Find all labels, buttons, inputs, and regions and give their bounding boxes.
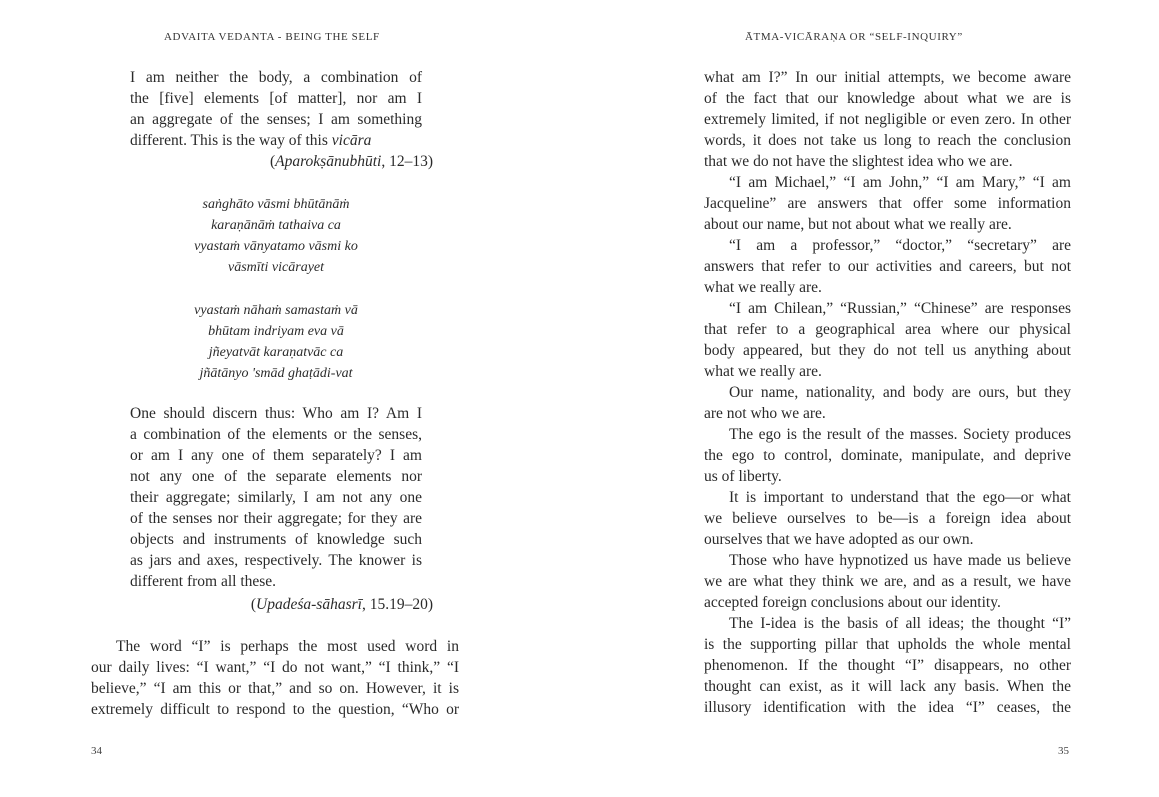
body-line: the ego to control, dominate, manipulate, and deprive — [704, 447, 1071, 464]
quote-line: their aggregate; similarly, I am not any one — [130, 489, 422, 506]
verse-line: vāsmīti vicārayet — [227, 260, 325, 275]
body-line: The I-idea is the basis of all ideas; the thought “I” — [729, 615, 1071, 632]
body-line: illusory identification with the idea “I” ceases, the — [704, 699, 1071, 716]
quote-line: the [five] elements [of matter], nor am I — [130, 90, 422, 107]
sanskrit-verse-1 — [130, 194, 422, 278]
right-body-text — [704, 67, 1071, 718]
body-line: us of liberty. — [704, 468, 782, 485]
body-line: that we do not have the slightest idea who we are. — [704, 153, 1013, 170]
verse-line: jñātānyo 'smād ghaṭādi-vat — [199, 366, 353, 381]
left-body-text — [91, 636, 459, 720]
body-line: of the fact that our knowledge about what we are is — [704, 90, 1071, 107]
verse-line: karaṇānāṁ tathaiva ca — [211, 218, 341, 233]
left-running-head: ADVAITA VEDANTA - BEING THE SELF — [164, 31, 380, 43]
body-line: our daily lives: “I want,” “I do not want,” “I think,” “I — [91, 659, 459, 676]
quote-line: as jars and axes, respectively. The knower is — [130, 552, 422, 569]
body-line: is the supporting pillar that upholds the whole mental — [704, 636, 1071, 653]
body-line: thought can exist, as it will lack any basis. When the — [704, 678, 1071, 695]
citation-title: Aparokṣānubhūti — [275, 153, 382, 170]
body-line: what am I?” In our initial attempts, we become aware — [704, 69, 1071, 86]
quote-line: I am neither the body, a combination of — [130, 69, 422, 86]
citation-open: ( — [269, 153, 276, 170]
quote-line: an aggregate of the senses; I am something — [130, 111, 422, 128]
verse-line: vyastaṁ vānyatamo vāsmi ko — [194, 239, 358, 254]
body-line: The ego is the result of the masses. Society produces — [729, 426, 1071, 443]
citation-ref: , 15.19–20) — [361, 596, 433, 613]
body-line: what we really are. — [704, 279, 822, 296]
verse-line: vyastaṁ nāhaṁ samastaṁ vā — [194, 303, 358, 318]
body-line: Our name, nationality, and body are ours, but they — [729, 384, 1071, 401]
quote-line: or am I any one of them separately? I am — [130, 447, 422, 464]
upadesa-sahasri-quote — [130, 403, 422, 592]
quote-line: not any one of the separate elements nor — [130, 468, 422, 485]
body-line: about our name, but not about what we really are. — [704, 216, 1012, 233]
body-line: It is important to understand that the ego—or what — [729, 489, 1071, 506]
body-line: “I am a professor,” “doctor,” “secretary” are — [729, 237, 1071, 254]
body-line: extremely difficult to respond to the question, “Who or — [91, 701, 459, 718]
quote-line: objects and instruments of knowledge such — [130, 531, 422, 548]
citation-title: Upadeśa-sāhasrī — [256, 596, 362, 613]
sanskrit-verse-2 — [130, 300, 422, 384]
body-line: “I am Michael,” “I am John,” “I am Mary,” “I am — [729, 174, 1071, 191]
quote-line: a combination of the elements or the senses, — [130, 426, 422, 443]
citation-open: ( — [250, 596, 257, 613]
left-page — [0, 0, 579, 797]
body-line: are not who we are. — [704, 405, 826, 422]
body-line: The word “I” is perhaps the most used word in — [116, 638, 459, 655]
body-line: we are what they think we are, and as a result, we have — [704, 573, 1071, 590]
verse-line: bhūtam indriyam eva vā — [208, 324, 344, 339]
citation-ref: , 12–13) — [381, 153, 433, 170]
body-line: believe,” “I am this or that,” and so on. However, it is — [91, 680, 459, 697]
verse-line: jñeyatvāt karaṇatvāc ca — [208, 345, 344, 360]
quote-line: different from all these. — [130, 573, 277, 590]
right-running-head: ĀTMA-VICĀRAṆA OR “SELF-INQUIRY” — [745, 31, 963, 43]
body-line: answers that refer to our activities and careers, but not — [704, 258, 1071, 275]
quote-line-text: different. This is the way of this — [130, 132, 332, 149]
quote-line — [130, 130, 422, 151]
citation-aparoksanubhuti — [270, 151, 433, 172]
quote-line: One should discern thus: Who am I? Am I — [130, 405, 422, 422]
body-line: extremely limited, if not negligible or even zero. In other — [704, 111, 1071, 128]
body-line: body appeared, but they do not tell us anything about — [704, 342, 1071, 359]
body-line: ourselves that we have adopted as our own. — [704, 531, 974, 548]
verse-line: saṅghāto vāsmi bhūtānāṁ — [202, 197, 350, 212]
right-page-number: 35 — [1058, 745, 1069, 757]
right-page — [579, 0, 1159, 797]
body-line: what we really are. — [704, 363, 822, 380]
citation-upadesa-sahasri — [251, 594, 433, 615]
quote-line: of the senses nor their aggregate; for they are — [130, 510, 422, 527]
body-line: Those who have hypnotized us have made us believe — [729, 552, 1071, 569]
aparoksanubhuti-quote — [130, 67, 422, 151]
body-line: we believe ourselves to be—is a foreign idea about — [704, 510, 1071, 527]
quote-term: vicāra — [331, 132, 372, 149]
body-line: “I am Chilean,” “Russian,” “Chinese” are responses — [729, 300, 1071, 317]
body-line: words, it does not take us long to reach the conclusion — [704, 132, 1071, 149]
body-line: accepted foreign conclusions about our identity. — [704, 594, 1001, 611]
body-line: phenomenon. If the thought “I” disappears, no other — [704, 657, 1071, 674]
body-line: Jacqueline” are answers that offer some information — [704, 195, 1071, 212]
body-line: that refer to a geographical area where our physical — [704, 321, 1071, 338]
left-page-number: 34 — [91, 745, 102, 757]
